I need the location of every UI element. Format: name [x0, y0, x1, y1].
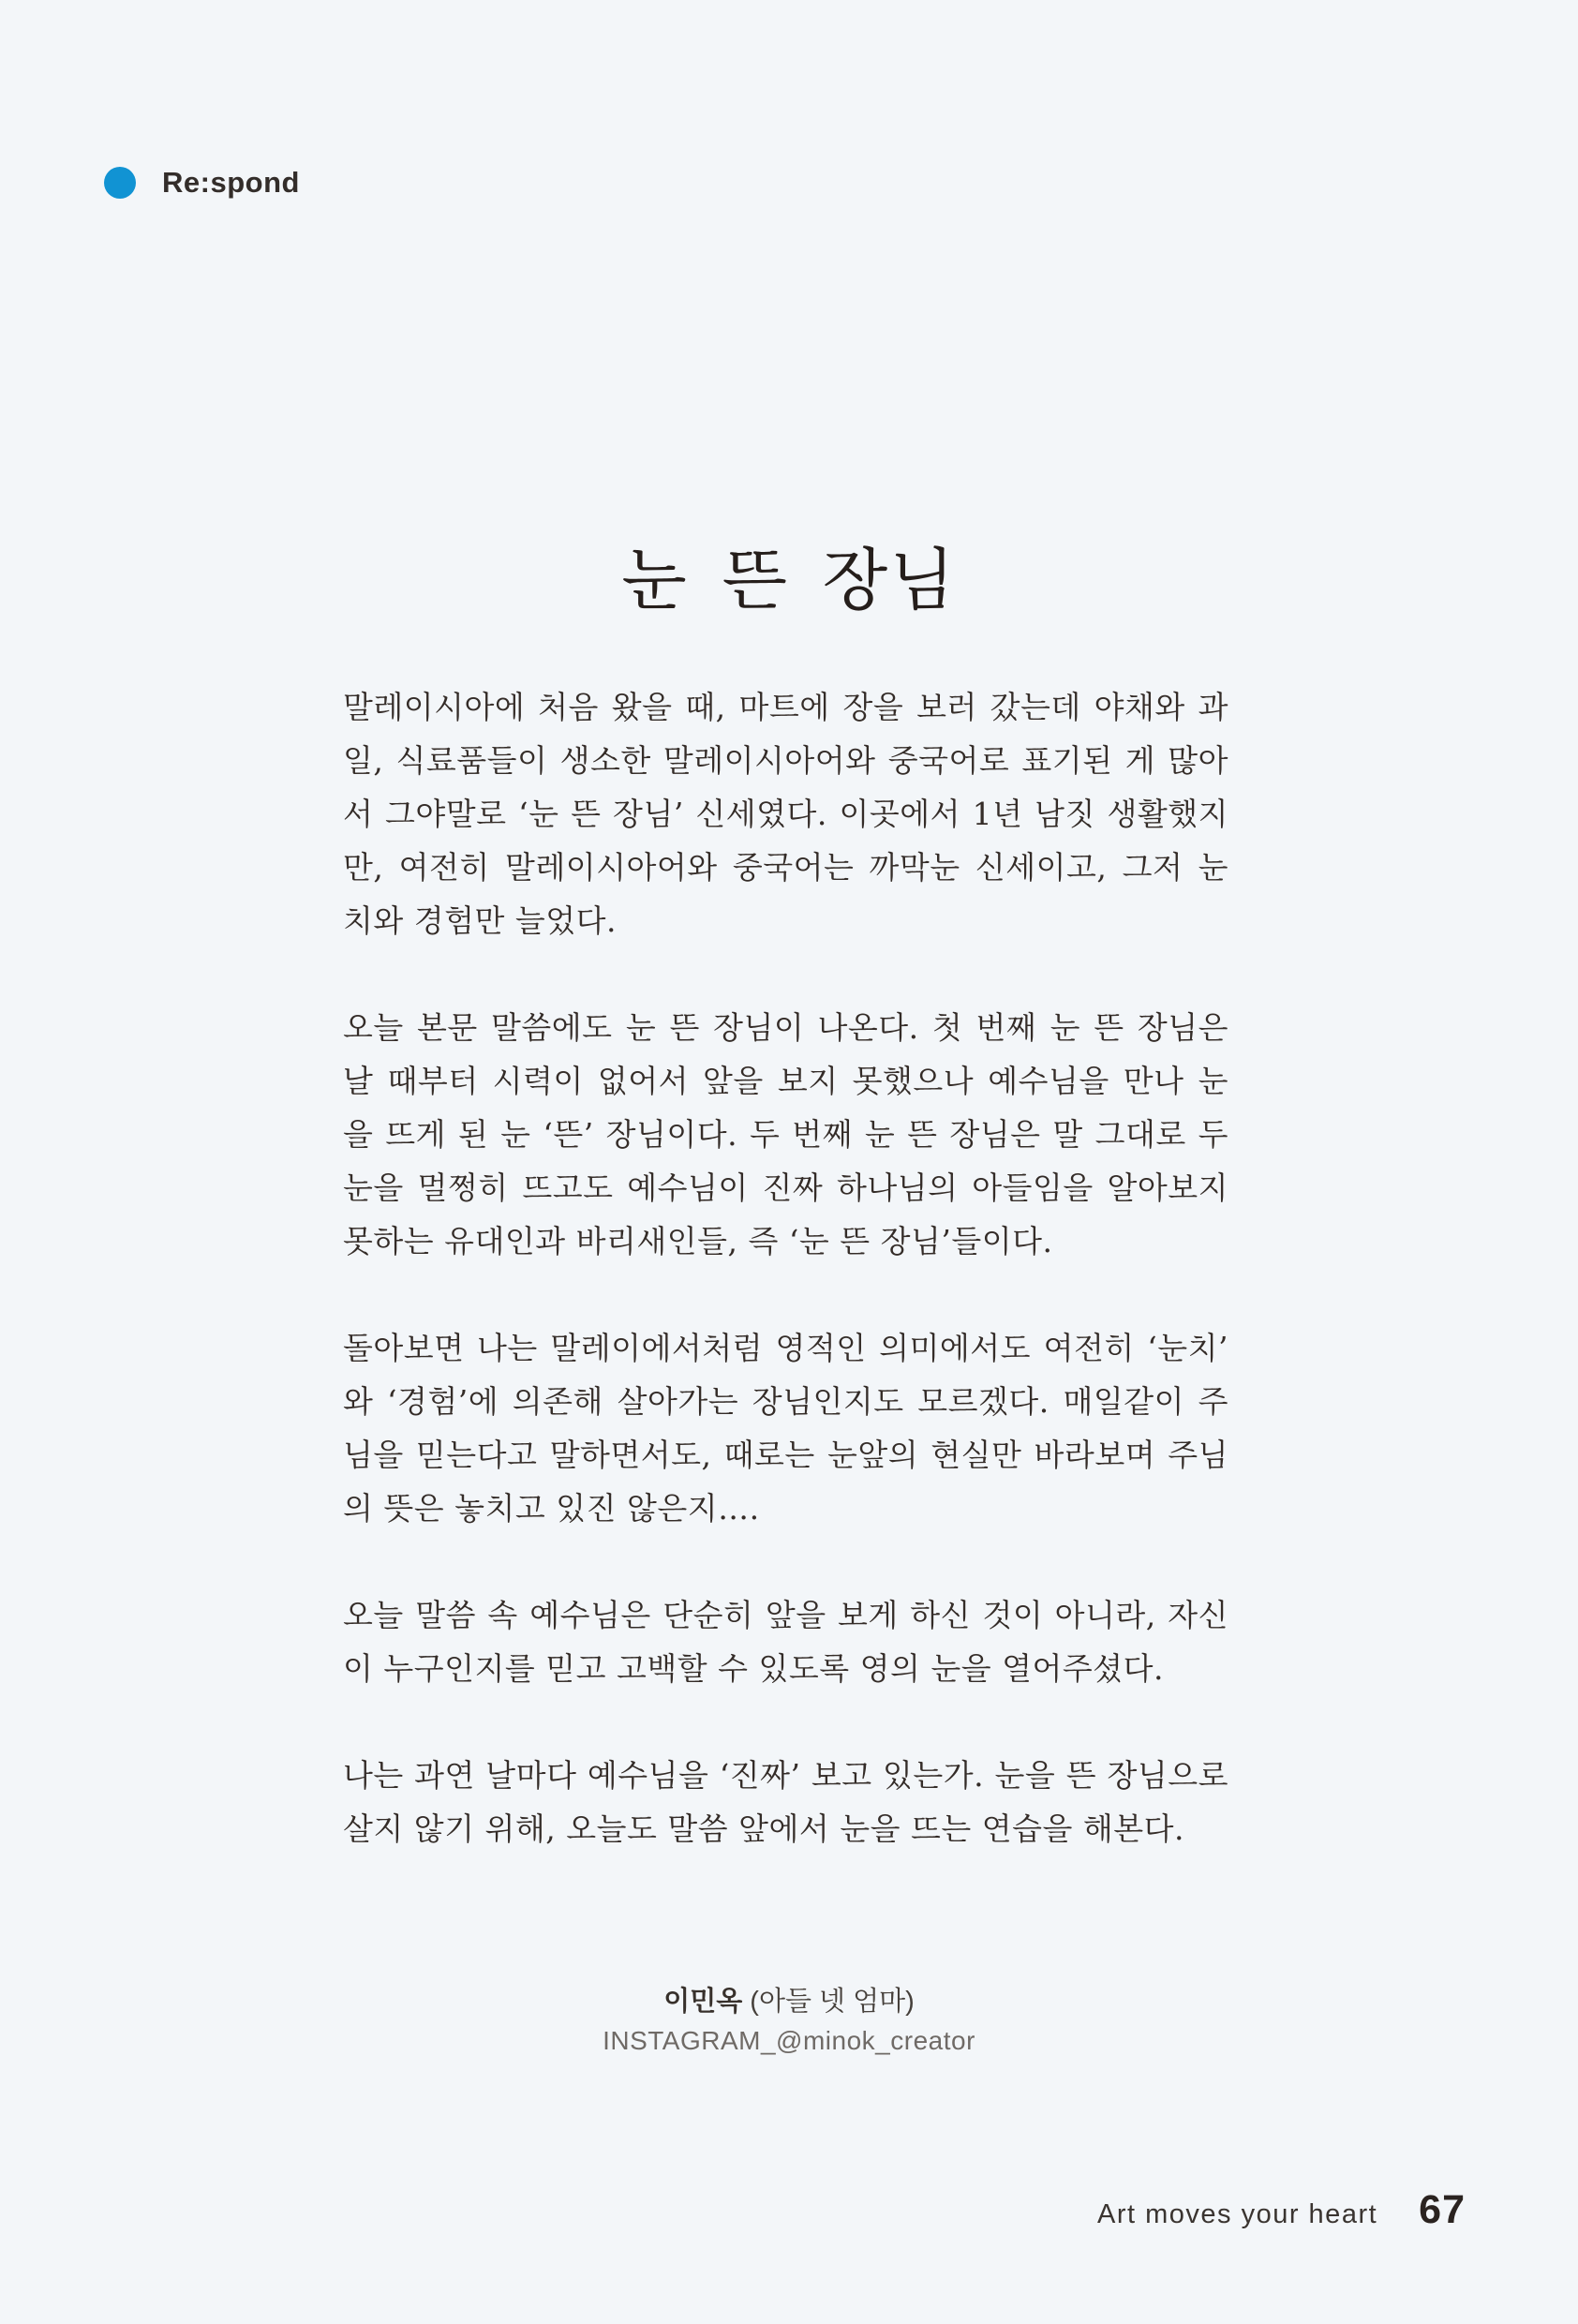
section-header	[104, 167, 300, 199]
page-number: 67	[1419, 2187, 1466, 2232]
text-line: 이 누구인지를 믿고 고백할 수 있도록 영의 눈을 열어주셨다.	[343, 1650, 1164, 1687]
paragraph	[343, 680, 1228, 947]
text-line: 치와 경험만 늘었다.	[343, 902, 617, 939]
text-line: 와 ‘경험’에 의존해 살아가는 장님인지도 모르겠다. 매일같이 주	[343, 1383, 1228, 1420]
author-instagram-handle: INSTAGRAM_@minok_creator	[603, 2026, 975, 2055]
text-line: 말레이시아에 처음 왔을 때, 마트에 장을 보러 갔는데 야채와 과	[343, 689, 1228, 725]
page-footer	[1097, 2187, 1466, 2233]
paragraph	[343, 1588, 1228, 1695]
text-line: 나는 과연 날마다 예수님을 ‘진짜’ 보고 있는가. 눈을 뜬 장님으로	[343, 1757, 1228, 1794]
article-title: 눈 뜬 장님	[621, 541, 957, 620]
paragraph	[343, 1001, 1228, 1268]
text-line: 일, 식료품들이 생소한 말레이시아어와 중국어로 표기된 게 많아	[343, 742, 1228, 779]
byline	[0, 1981, 1578, 2060]
section-label: Re:spond	[162, 166, 300, 199]
text-line: 의 뜻은 놓치고 있진 않은지….	[343, 1490, 760, 1527]
text-line: 날 때부터 시력이 없어서 앞을 보지 못했으나 예수님을 만나 눈	[343, 1063, 1228, 1099]
paragraph	[343, 1321, 1228, 1535]
section-dot-icon	[104, 167, 136, 199]
author-note: (아들 넷 엄마)	[750, 1987, 915, 2017]
byline-author-line	[0, 1981, 1578, 2022]
text-line: 눈을 멀쩡히 뜨고도 예수님이 진짜 하나님의 아들임을 알아보지	[343, 1169, 1228, 1206]
text-line: 돌아보면 나는 말레이에서처럼 영적인 의미에서도 여전히 ‘눈치’	[343, 1330, 1228, 1366]
text-line: 오늘 본문 말씀에도 눈 뜬 장님이 나온다. 첫 번째 눈 뜬 장님은	[343, 1009, 1228, 1046]
text-line: 못하는 유대인과 바리새인들, 즉 ‘눈 뜬 장님’들이다.	[343, 1223, 1053, 1259]
text-line: 님을 믿는다고 말하면서도, 때로는 눈앞의 현실만 바라보며 주님	[343, 1437, 1228, 1473]
paragraph	[343, 1749, 1228, 1855]
text-line: 살지 않기 위해, 오늘도 말씀 앞에서 눈을 뜨는 연습을 해본다.	[343, 1810, 1184, 1847]
text-line: 오늘 말씀 속 예수님은 단순히 앞을 보게 하신 것이 아니라, 자신	[343, 1597, 1228, 1633]
article-body	[343, 680, 1228, 1855]
author-name: 이민옥	[663, 1987, 743, 2017]
footer-tagline: Art moves your heart	[1097, 2199, 1378, 2229]
text-line: 을 뜨게 된 눈 ‘뜬’ 장님이다. 두 번째 눈 뜬 장님은 말 그대로 두	[343, 1116, 1228, 1153]
text-line: 서 그야말로 ‘눈 뜬 장님’ 신세였다. 이곳에서 1년 남짓 생활했지	[343, 796, 1228, 832]
text-line: 만, 여전히 말레이시아어와 중국어는 까막눈 신세이고, 그저 눈	[343, 849, 1228, 886]
